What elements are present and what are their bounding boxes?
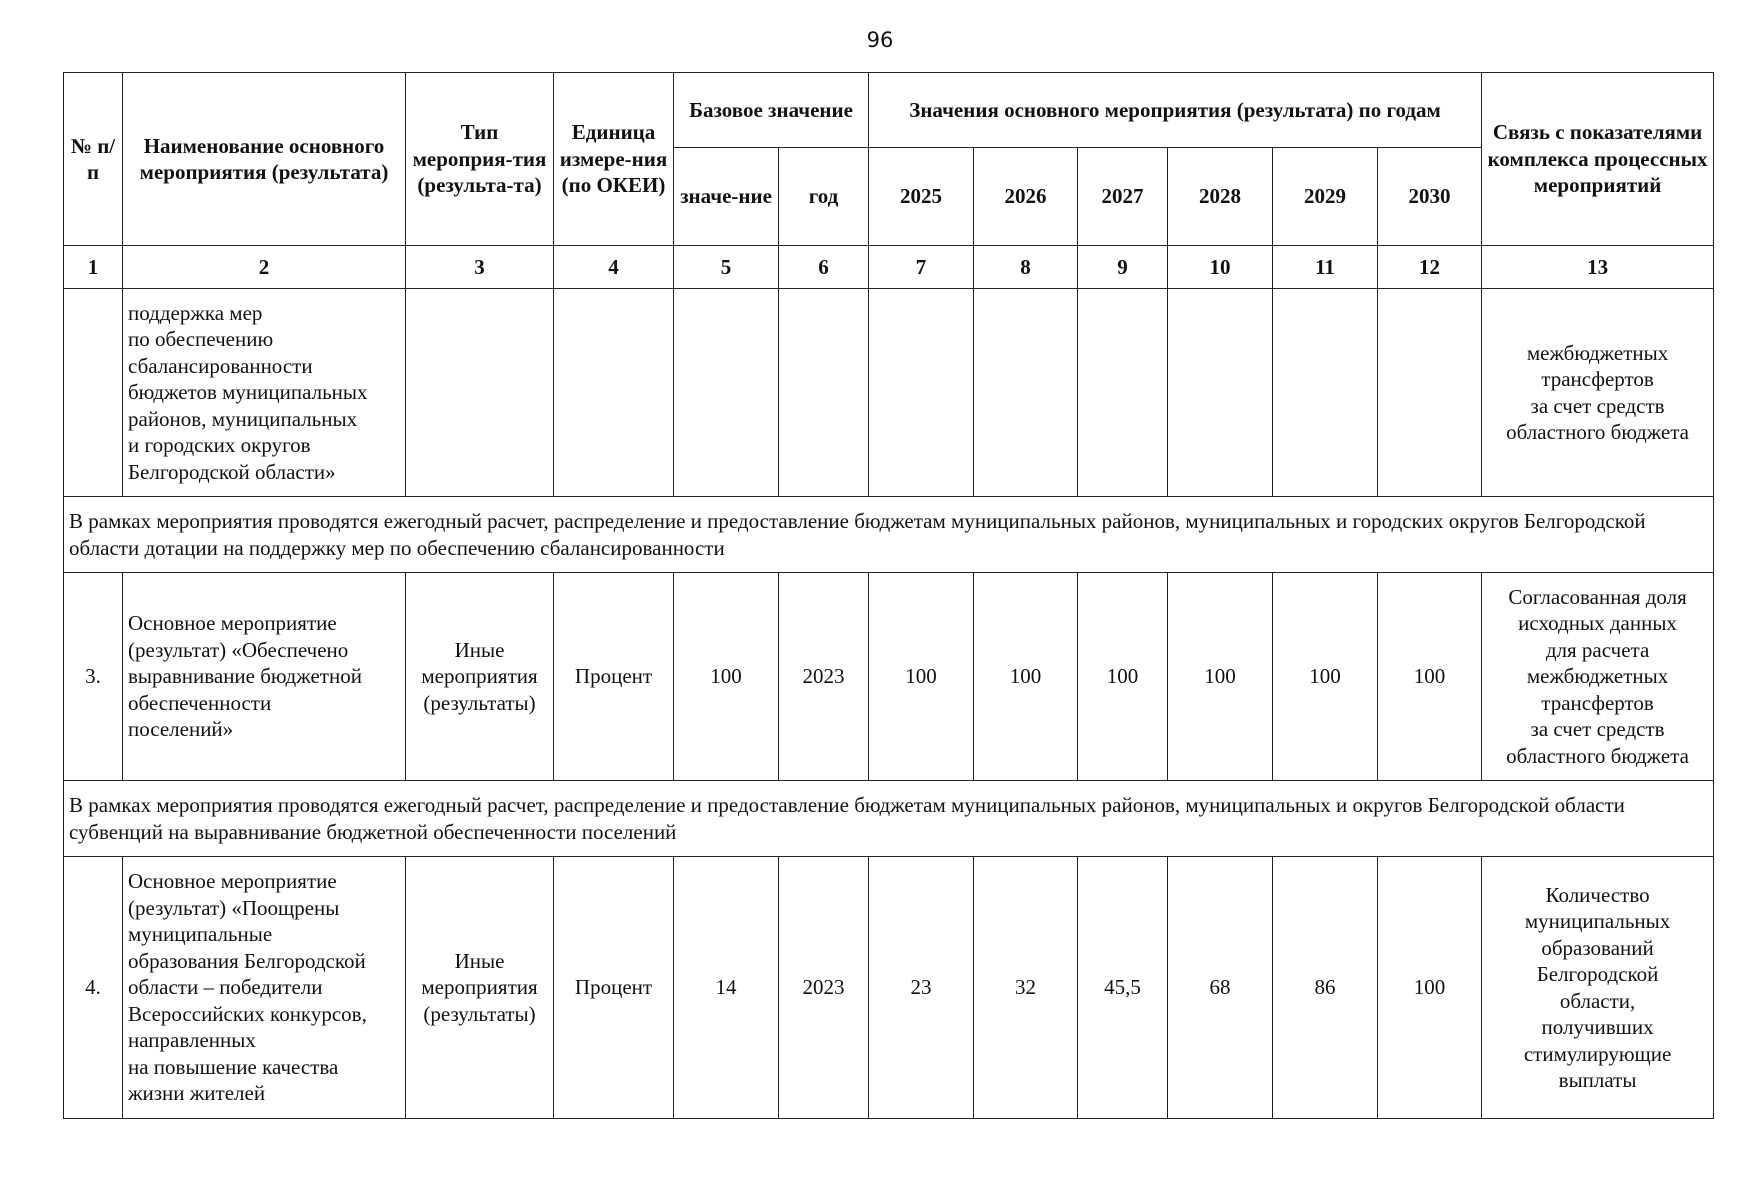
header-year: 2025 (869, 148, 974, 246)
header-type: Тип мероприя-тия (результа-та) (406, 73, 554, 246)
row-value: 68 (1168, 857, 1273, 1119)
row-base-value: 100 (674, 573, 779, 781)
row-value: 100 (1168, 573, 1273, 781)
column-number: 3 (406, 246, 554, 289)
row-link-text: межбюджетных трансфертов за счет средств областного бюджета (1506, 340, 1689, 444)
row-value (869, 289, 974, 497)
row-value: 45,5 (1078, 857, 1168, 1119)
header-base-year: год (779, 148, 869, 246)
row-note: В рамках мероприятия проводятся ежегодный расчет, распределение и предоставление бюджетам муниципальных районов, муниципальных и городских округов Белгородской области дотации на поддержку мер по обеспечению сбалансированности (64, 497, 1714, 573)
row-name-text: Основное мероприятие (результат) «Поощрены муниципальные образования Белгородской области – победители Всероссийских конкурсов, направленных на повышение качества жизни жителей (128, 869, 367, 1106)
row-value: 100 (1273, 573, 1378, 781)
row-value (974, 289, 1078, 497)
header-row-1 (64, 73, 1714, 148)
row-value (1378, 289, 1482, 497)
header-no: № п/п (64, 73, 123, 246)
row-value: 100 (1378, 573, 1482, 781)
row-base-year (779, 289, 869, 497)
row-base-year: 2023 (779, 857, 869, 1119)
column-number: 7 (869, 246, 974, 289)
row-value: 32 (974, 857, 1078, 1119)
header-base: Базовое значение (674, 73, 869, 148)
column-number: 4 (554, 246, 674, 289)
column-number: 6 (779, 246, 869, 289)
row-link-text: Количество муниципальных образований Белгородской области, получивших стимулирующие выплаты (1523, 882, 1672, 1092)
header-year: 2030 (1378, 148, 1482, 246)
row-type-text: Иные мероприятия (результаты) (421, 948, 538, 1026)
row-link (1482, 573, 1714, 781)
header-base-value: значе-ние (674, 148, 779, 246)
table-note-row (64, 781, 1714, 857)
column-number: 10 (1168, 246, 1273, 289)
row-link (1482, 857, 1714, 1119)
header-year: 2029 (1273, 148, 1378, 246)
row-type (406, 857, 554, 1119)
column-number: 11 (1273, 246, 1378, 289)
row-value: 100 (1078, 573, 1168, 781)
row-unit (554, 289, 674, 497)
row-no: 4. (64, 857, 123, 1119)
row-value: 23 (869, 857, 974, 1119)
header-year: 2027 (1078, 148, 1168, 246)
column-number: 12 (1378, 246, 1482, 289)
row-name (123, 857, 406, 1119)
table-row (64, 857, 1714, 1119)
row-unit: Процент (554, 857, 674, 1119)
header-name: Наименование основного мероприятия (результата) (123, 73, 406, 246)
row-unit: Процент (554, 573, 674, 781)
header-year: 2026 (974, 148, 1078, 246)
row-base-value: 14 (674, 857, 779, 1119)
column-number: 13 (1482, 246, 1714, 289)
header-years: Значения основного мероприятия (результата) по годам (869, 73, 1482, 148)
row-value: 86 (1273, 857, 1378, 1119)
column-number: 5 (674, 246, 779, 289)
table-row (64, 289, 1714, 497)
column-number: 8 (974, 246, 1078, 289)
header-unit: Единица измере-ния (по ОКЕИ) (554, 73, 674, 246)
table-note-row (64, 497, 1714, 573)
row-value (1078, 289, 1168, 497)
row-type-text: Иные мероприятия (результаты) (421, 637, 538, 715)
page-number: 96 (866, 28, 894, 52)
row-name (123, 573, 406, 781)
row-value: 100 (1378, 857, 1482, 1119)
column-number: 1 (64, 246, 123, 289)
header-link: Связь с показателями комплекса процессных мероприятий (1482, 73, 1714, 246)
row-no (64, 289, 123, 497)
row-base-value (674, 289, 779, 497)
row-name-text: поддержка мер по обеспечению сбалансированности бюджетов муниципальных районов, муниципальных и городских округов Белгородской области» (128, 300, 368, 484)
header-year: 2028 (1168, 148, 1273, 246)
row-value: 100 (869, 573, 974, 781)
column-number: 2 (123, 246, 406, 289)
row-name-text: Основное мероприятие (результат) «Обеспечено выравнивание бюджетной обеспеченности поселений» (128, 611, 362, 742)
row-no: 3. (64, 573, 123, 781)
row-link (1482, 289, 1714, 497)
row-link-text: Согласованная доля исходных данных для расчета межбюджетных трансфертов за счет средств областного бюджета (1506, 584, 1689, 768)
row-value (1168, 289, 1273, 497)
column-numbers-row (64, 246, 1714, 289)
row-value (1273, 289, 1378, 497)
column-number: 9 (1078, 246, 1168, 289)
row-value: 100 (974, 573, 1078, 781)
row-name (123, 289, 406, 497)
row-type (406, 289, 554, 497)
table-row (64, 573, 1714, 781)
events-table (63, 72, 1714, 1119)
row-note: В рамках мероприятия проводятся ежегодный расчет, распределение и предоставление бюджетам муниципальных районов, муниципальных и округов Белгородской области субвенций на выравнивание бюджетной обеспеченности поселений (64, 781, 1714, 857)
row-type (406, 573, 554, 781)
row-base-year: 2023 (779, 573, 869, 781)
